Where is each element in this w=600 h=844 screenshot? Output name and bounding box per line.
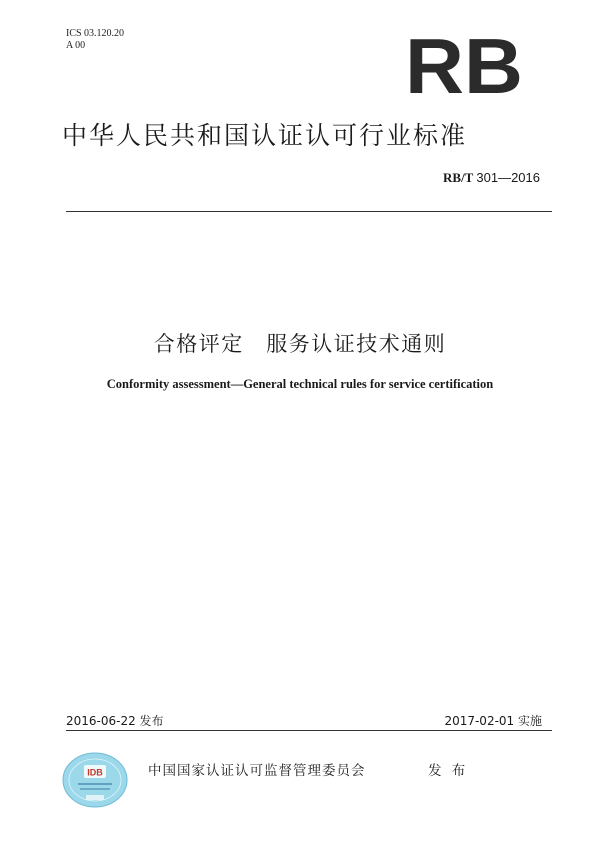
ics-code: ICS 03.120.20 (66, 28, 125, 39)
anti-counterfeit-sticker (62, 752, 128, 808)
footer-divider (66, 730, 552, 731)
publish-label: 发 布 (428, 763, 469, 779)
document-title-en: Conformity assessment—General technical rules for service certification (106, 377, 494, 391)
rb-logo (404, 32, 524, 98)
ccs-code: A 00 (66, 40, 86, 51)
standard-code-number: 301—2016 (476, 170, 540, 185)
standard-number (443, 170, 540, 186)
classification-codes (66, 28, 124, 52)
publisher-name: 中国国家认证认可监督管理委员会 (148, 763, 366, 779)
rb-logo-text: RB (405, 32, 523, 98)
issue-date: 2016-06-22 发布 (66, 714, 164, 728)
sticker-logo-text: IDB (87, 767, 103, 778)
standard-category-title: 中华人民共和国认证认可行业标准 (62, 121, 468, 150)
implementation-date: 2017-02-01 实施 (444, 714, 542, 728)
standard-code-prefix: RB/T (443, 170, 474, 185)
header-divider (66, 211, 552, 212)
document-title-cn: 合格评定 服务认证技术通则 (153, 332, 447, 356)
